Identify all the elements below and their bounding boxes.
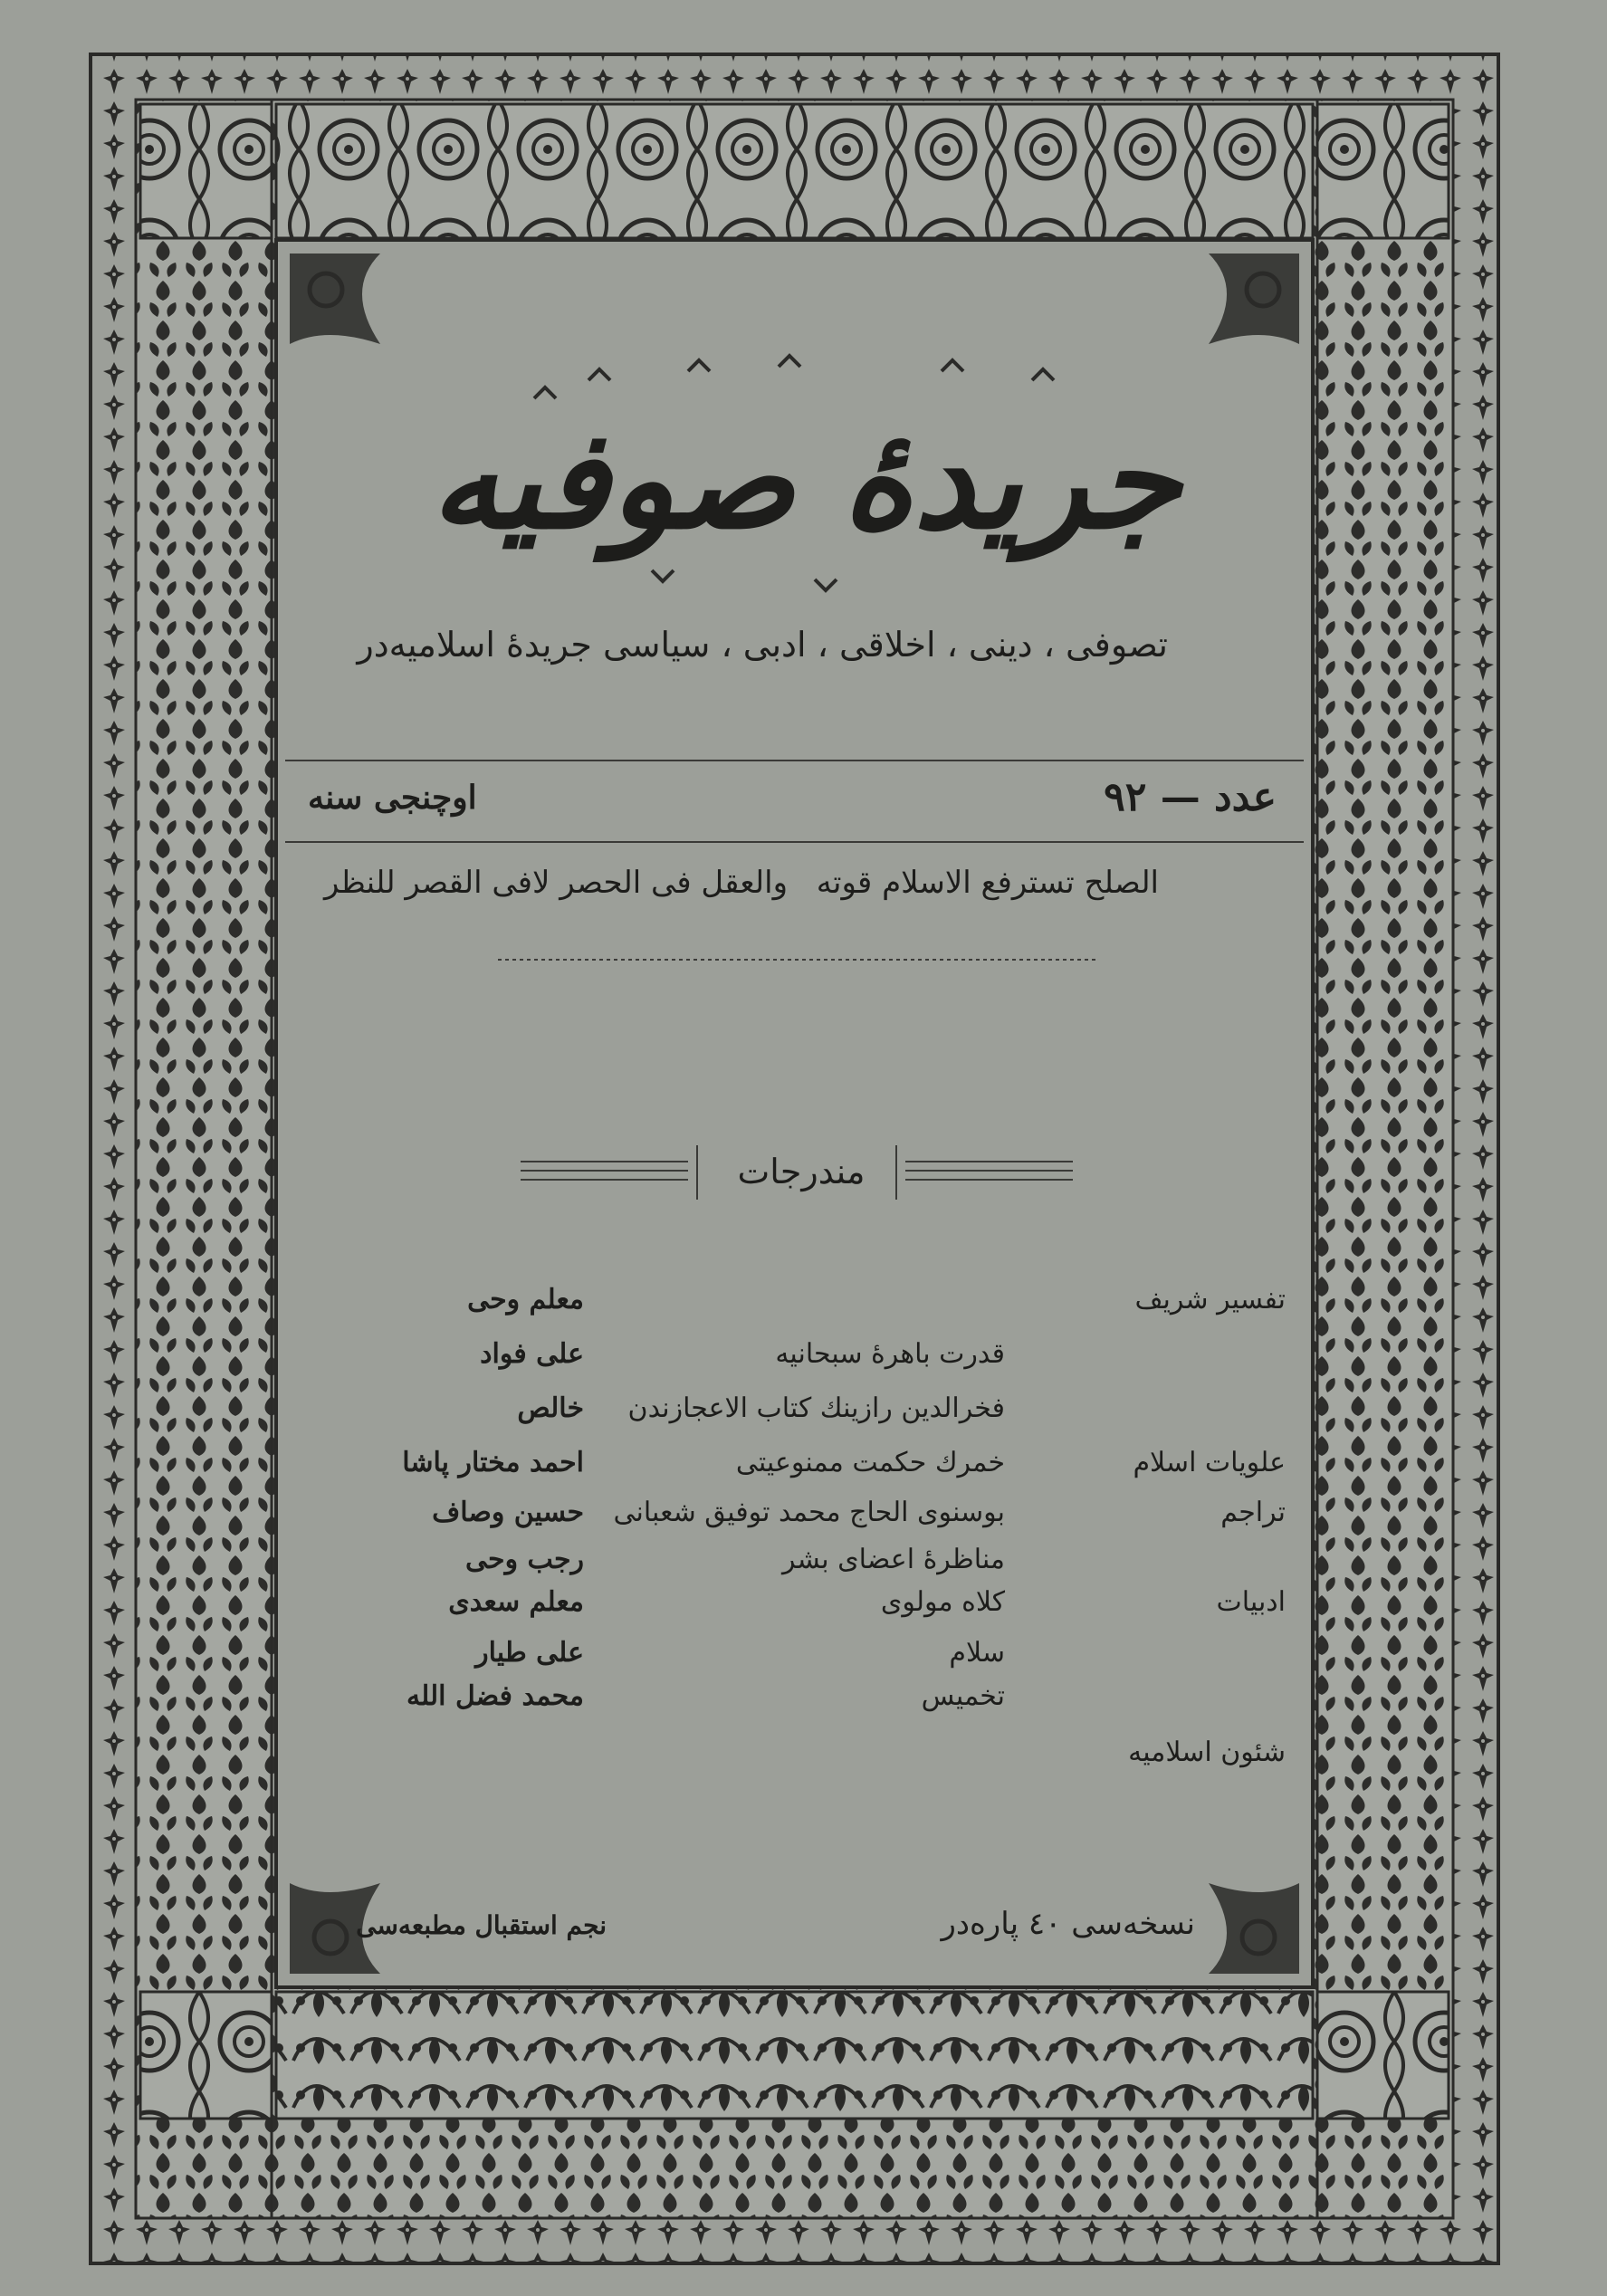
contents-heading: مندرجات xyxy=(737,1152,866,1191)
contents-author: احمد مختار پاشا xyxy=(402,1447,584,1478)
printer-name: نجم استقبال مطبعه‌سى xyxy=(356,1910,607,1940)
contents-title: كلاه مولوى xyxy=(880,1586,1005,1618)
contents-title: سلام xyxy=(949,1637,1005,1669)
contents-author: معلم وحى xyxy=(467,1284,584,1315)
contents-section: ادبيات xyxy=(1216,1586,1286,1618)
contents-title: قدرت باهرهٔ سبحانيه xyxy=(775,1338,1005,1370)
journal-subtitle: تصوفى ، دينى ، اخلاقى ، ادبى ، سياسى جريدهٔ اسلاميه‌در xyxy=(357,625,1168,665)
motto-right: الصلح تسترفع الاسلام قوته xyxy=(816,865,1159,901)
contents-author: رجب وحى xyxy=(465,1544,584,1575)
contents-section: شئون اسلاميه xyxy=(1128,1736,1286,1768)
contents-author: على طيار xyxy=(475,1637,584,1669)
contents-title: مناظرهٔ اعضاى بشر xyxy=(781,1544,1005,1575)
issue-price: نسخه‌سى ٤٠ پاره‌در xyxy=(941,1906,1195,1942)
contents-title: تخميس xyxy=(921,1680,1005,1712)
contents-section: علويات اسلام xyxy=(1133,1447,1286,1478)
contents-author: محمد فضل الله xyxy=(407,1680,584,1712)
contents-title: بوسنوى الحاج محمد توفيق شعبانى xyxy=(613,1497,1005,1528)
issue-number: عدد — ٩٢ xyxy=(1104,774,1277,820)
contents-section: تراجم xyxy=(1220,1497,1286,1528)
contents-section: تفسير شريف xyxy=(1134,1284,1286,1315)
contents-author: حسين وصاف xyxy=(432,1497,584,1528)
motto-left: والعقل فى الحصر لافى القصر للنظر xyxy=(324,865,788,901)
contents-title: خمرك حكمت ممنوعيتى xyxy=(735,1447,1005,1478)
contents-author: خالص xyxy=(517,1392,584,1424)
journal-title: جريدهٔ صوفيه xyxy=(430,400,1181,560)
contents-author: على فواد xyxy=(480,1338,584,1370)
contents-author: معلم سعدى xyxy=(448,1586,584,1618)
contents-title: فخرالدين رازينك كتاب الاعجازندن xyxy=(627,1392,1005,1424)
publication-year: اوچنجى سنه xyxy=(308,779,477,817)
